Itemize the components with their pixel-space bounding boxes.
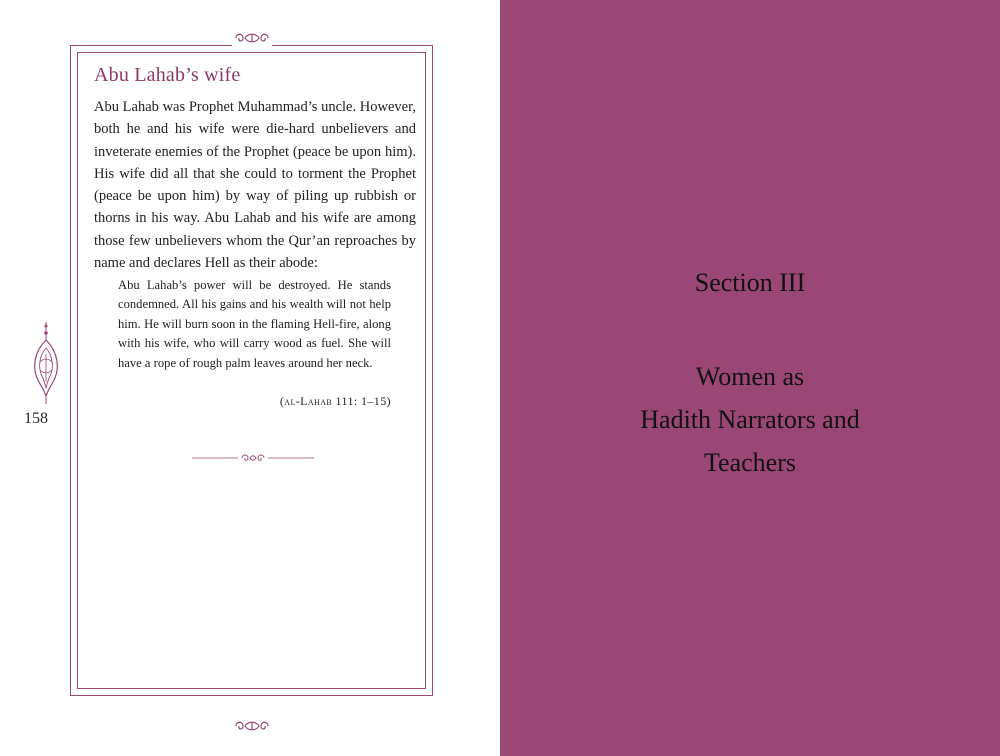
section-title-line-1: Women as (695, 362, 805, 391)
section-title-line-3: Teachers (703, 448, 796, 477)
top-scroll-flourish-icon (232, 30, 272, 46)
section-label: Section III (694, 268, 806, 297)
section-title (500, 355, 1000, 484)
body-paragraph: Abu Lahab was Prophet Muhammad’s uncle. However, both he and his wife were die-hard unbelievers and inveterate enemies of the Prophet (peace be upon him). His wife did all that she could to torment the Prophet (peace be upon him) by way of piling up rubbish or thorns in his way. Abu Lahab and his wife are among those few unbelievers whom the Qur’an reproaches by name and declares Hell as their abode: (94, 99, 416, 272)
quran-quote: Abu Lahab’s power will be destroyed. He stands condemned. All his gains and his wealth will not help him. He will burn soon in the flaming Hell-fire, along with his wife, who will carry wood as fuel. She will have a rope of rough palm leaves around her neck. (118, 278, 391, 370)
flourish-divider-icon (192, 450, 314, 466)
article-heading: Abu Lahab’s wife (94, 64, 241, 86)
arabesque-medallion-icon (30, 322, 62, 404)
quote-citation: (al-Lahab 111: 1–15) (279, 394, 391, 408)
section-heading-block (500, 0, 1000, 756)
bottom-scroll-flourish-icon (232, 718, 272, 734)
right-page-section-divider (500, 0, 1000, 756)
section-title-line-2: Hadith Narrators and (640, 405, 860, 434)
page-number: 158 (24, 410, 48, 427)
